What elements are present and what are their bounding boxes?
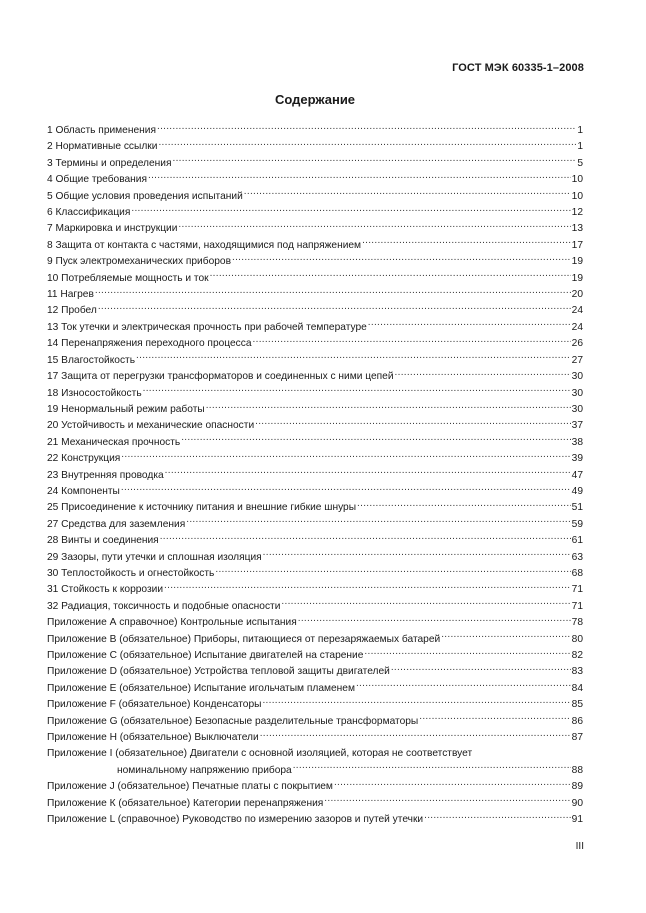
toc-entry-label: Приложение D (обязательное) Устройства тепловой защиты двигателей: [47, 666, 390, 678]
toc-entry[interactable]: [47, 812, 583, 828]
toc-entry-annex-i[interactable]: [47, 746, 583, 779]
toc-entry[interactable]: [47, 582, 583, 598]
toc-leader-dots: [324, 796, 570, 806]
toc-entry-label: Приложение Н (обязательное) Выключатели: [47, 732, 259, 744]
toc-leader-dots: [424, 812, 571, 822]
toc-entry-page: 24: [571, 321, 583, 333]
toc-entry-page: 83: [571, 666, 583, 678]
toc-entry[interactable]: [47, 156, 583, 172]
toc-entry-label: Приложение G (обязательное) Безопасные разделительные трансформаторы: [47, 715, 419, 727]
toc-entry-label: Приложение С (обязательное) Испытание двигателей на старение: [47, 650, 364, 661]
toc-entry[interactable]: [47, 271, 583, 287]
toc-entry-label: 22 Конструкция: [47, 453, 121, 465]
toc-entry[interactable]: [47, 714, 583, 730]
toc-leader-dots: [98, 303, 571, 313]
toc-entry-page: 51: [571, 502, 583, 514]
toc-entry-label: Приложение J (обязательное) Печатные платы с покрытием: [47, 781, 333, 793]
toc-entry[interactable]: [47, 287, 583, 303]
toc-entry[interactable]: [47, 468, 583, 484]
toc-entry[interactable]: [47, 730, 583, 746]
toc-leader-dots: [148, 172, 571, 182]
toc-entry-label: 11 Нагрев: [47, 289, 94, 301]
toc-leader-dots: [253, 336, 571, 346]
toc-leader-dots: [298, 615, 571, 625]
toc-leader-dots: [391, 664, 571, 674]
toc-leader-dots: [131, 205, 570, 215]
toc-entry-label: 15 Влагостойкость: [47, 354, 136, 366]
toc-entry-label: 28 Винты и соединения: [47, 535, 159, 547]
toc-entry-page: 26: [571, 338, 583, 350]
toc-entry-page: 30: [571, 403, 583, 415]
toc-entry-label: 1 Область применения: [47, 125, 156, 136]
toc-entry-label: 18 Износостойкость: [47, 387, 142, 399]
toc-entry-label: Приложение I (обязательное) Двигатели с основной изоляцией, которая не соответствует: [47, 748, 473, 760]
toc-leader-dots: [206, 402, 571, 412]
toc-entry-page: 19: [571, 272, 583, 284]
toc-entry[interactable]: [47, 484, 583, 500]
toc-entry-label: 19 Ненормальный режим работы: [47, 403, 205, 415]
toc-entry-label: 32 Радиация, токсичность и подобные опасности: [47, 600, 281, 612]
toc-entry[interactable]: [47, 254, 583, 270]
toc-entry-label: 6 Классификация: [47, 207, 131, 219]
toc-entry[interactable]: [47, 320, 583, 336]
toc-leader-dots: [210, 271, 571, 281]
toc-entry-label: 20 Устойчивость и механические опасности: [47, 420, 255, 432]
toc-leader-dots: [178, 221, 570, 231]
toc-entry[interactable]: [47, 172, 583, 188]
toc-entry-page: 12: [571, 207, 583, 219]
toc-entry[interactable]: [47, 796, 583, 812]
toc-entry[interactable]: [47, 697, 583, 713]
toc-entry-label: 24 Компоненты: [47, 485, 120, 497]
toc-entry-label: 2 Нормативные ссылки: [47, 141, 158, 153]
toc-entry-page: 30: [571, 387, 583, 399]
toc-entry[interactable]: [47, 779, 583, 795]
toc-entry-page: 30: [571, 371, 583, 383]
toc-leader-dots: [281, 599, 570, 609]
toc-entry-page: 85: [571, 699, 583, 711]
toc-entry[interactable]: [47, 451, 583, 467]
toc-entry-page: 89: [571, 781, 583, 793]
toc-leader-dots: [160, 533, 571, 543]
toc-entry-label: Приложение Е (обязательное) Испытание игольчатым пламенем: [47, 682, 355, 694]
toc-leader-dots: [362, 238, 571, 248]
toc-leader-dots: [157, 123, 576, 133]
toc-leader-dots: [165, 468, 571, 478]
toc-entry-page: 86: [571, 715, 583, 727]
toc-entry[interactable]: [47, 550, 583, 566]
toc-leader-dots: [334, 779, 571, 789]
toc-entry-page: 88: [571, 764, 583, 776]
toc-entry-label: Приложение В (обязательное) Приборы, питающиеся от перезаряжаемых батарей: [47, 633, 441, 645]
toc-entry-page: 49: [571, 485, 583, 497]
toc-entry[interactable]: [47, 386, 583, 402]
toc-entry-page: 68: [571, 567, 583, 579]
toc-entry[interactable]: [47, 205, 583, 221]
toc-entry[interactable]: [47, 189, 583, 205]
toc-entry[interactable]: [47, 353, 583, 369]
table-of-contents: [47, 123, 583, 828]
toc-entry-page: 39: [571, 453, 583, 465]
toc-leader-dots: [441, 632, 570, 642]
toc-leader-dots: [356, 681, 571, 691]
toc-entry-page: 10: [571, 174, 583, 186]
standard-code: ГОСТ МЭК 60335-1–2008: [452, 62, 584, 74]
toc-leader-dots: [136, 353, 571, 363]
toc-entry-label: 8 Защита от контакта с частями, находящимися под напряжением: [47, 239, 362, 251]
toc-entry[interactable]: [47, 303, 583, 319]
toc-entry-label: 12 Пробел: [47, 305, 97, 317]
toc-entry-page: 10: [571, 190, 583, 202]
toc-leader-dots: [164, 582, 571, 592]
toc-entry-page: 20: [571, 289, 583, 301]
toc-leader-dots: [364, 648, 570, 658]
toc-entry-label: 29 Зазоры, пути утечки и сплошная изоляция: [47, 551, 262, 563]
toc-leader-dots: [215, 566, 570, 576]
toc-leader-dots: [419, 714, 570, 724]
toc-entry-label: 31 Стойкость к коррозии: [47, 584, 164, 596]
toc-entry-page: 91: [571, 814, 583, 826]
toc-entry-label: 23 Внутренняя проводка: [47, 469, 164, 481]
toc-entry[interactable]: [47, 517, 583, 533]
toc-entry[interactable]: [47, 681, 583, 697]
toc-entry-page: 38: [571, 436, 583, 448]
toc-entry-page: 1: [577, 141, 583, 153]
toc-entry[interactable]: [47, 418, 583, 434]
toc-entry-label: 21 Механическая прочность: [47, 436, 181, 448]
toc-entry-page: 27: [571, 354, 583, 366]
toc-leader-dots: [121, 484, 571, 494]
toc-entry-page: 5: [577, 157, 583, 169]
page-number: III: [575, 841, 584, 852]
toc-leader-dots: [172, 156, 576, 166]
toc-entry-page: 61: [571, 535, 583, 547]
toc-entry-label: Приложение К (обязательное) Категории перенапряжения: [47, 797, 324, 809]
toc-entry-page: 1: [577, 125, 583, 136]
toc-entry-page: 19: [571, 256, 583, 268]
toc-entry-page: 17: [571, 239, 583, 251]
toc-entry[interactable]: [47, 500, 583, 516]
toc-entry[interactable]: [47, 632, 583, 648]
toc-entry-page: 47: [571, 469, 583, 481]
toc-entry-page: 71: [571, 600, 583, 612]
toc-entry-label: 27 Средства для заземления: [47, 518, 186, 530]
toc-entry[interactable]: [47, 648, 583, 664]
toc-leader-dots: [263, 550, 571, 560]
toc-entry-label-continued: номинальному напряжению прибора: [117, 764, 292, 776]
toc-leader-dots: [260, 730, 571, 740]
toc-entry[interactable]: [47, 369, 583, 385]
toc-entry[interactable]: [47, 435, 583, 451]
toc-leader-dots: [293, 763, 571, 773]
toc-entry-page: 87: [571, 732, 583, 744]
toc-entry[interactable]: [47, 615, 583, 631]
toc-entry[interactable]: [47, 566, 583, 582]
toc-leader-dots: [186, 517, 570, 527]
toc-leader-dots: [395, 369, 571, 379]
toc-entry-page: 24: [571, 305, 583, 317]
toc-entry-label: 10 Потребляемые мощность и ток: [47, 272, 209, 284]
toc-leader-dots: [255, 418, 571, 428]
toc-leader-dots: [368, 320, 571, 330]
toc-entry[interactable]: [47, 402, 583, 418]
toc-entry-label: 14 Перенапряжения переходного процесса: [47, 338, 252, 350]
toc-leader-dots: [181, 435, 570, 445]
toc-entry-page: 78: [571, 617, 583, 629]
toc-leader-dots: [121, 451, 570, 461]
toc-entry[interactable]: [47, 336, 583, 352]
toc-entry[interactable]: [47, 139, 583, 155]
toc-leader-dots: [158, 139, 576, 149]
toc-leader-dots: [262, 697, 570, 707]
toc-entry-label: Приложение L (справочное) Руководство по измерению зазоров и путей утечки: [47, 814, 424, 826]
toc-entry[interactable]: [47, 664, 583, 680]
toc-entry-page: 80: [571, 633, 583, 645]
toc-entry[interactable]: [47, 221, 583, 237]
toc-leader-dots: [244, 189, 571, 199]
toc-entry-label: Приложение F (обязательное) Конденсаторы: [47, 699, 262, 711]
toc-entry-page: 37: [571, 420, 583, 432]
toc-leader-dots: [357, 500, 571, 510]
toc-entry-label: 30 Теплостойкость и огнестойкость: [47, 567, 215, 579]
toc-entry-label: 17 Защита от перегрузки трансформаторов и соединенных с ними цепей: [47, 371, 394, 383]
toc-entry-page: 90: [571, 797, 583, 809]
toc-entry-label: 3 Термины и определения: [47, 157, 172, 169]
toc-leader-dots: [143, 386, 571, 396]
toc-leader-dots: [95, 287, 571, 297]
toc-entry-label: 7 Маркировка и инструкции: [47, 223, 178, 235]
toc-entry[interactable]: [47, 238, 583, 254]
toc-entry-label: Приложение А справочное) Контрольные испытания: [47, 617, 297, 629]
toc-entry[interactable]: [47, 599, 583, 615]
toc-entry-page: 63: [571, 551, 583, 563]
toc-entry-page: 59: [571, 518, 583, 530]
toc-entry[interactable]: [47, 123, 583, 139]
toc-entry-page: 13: [571, 223, 583, 235]
toc-leader-dots: [232, 254, 571, 264]
toc-entry-label: 9 Пуск электромеханических приборов: [47, 256, 231, 268]
toc-entry-label: 5 Общие условия проведения испытаний: [47, 190, 243, 202]
toc-entry-page: 82: [571, 650, 583, 661]
toc-entry-label: 25 Присоединение к источнику питания и внешние гибкие шнуры: [47, 502, 357, 514]
toc-entry-label: 4 Общие требования: [47, 174, 148, 186]
toc-entry-label: 13 Ток утечки и электрическая прочность при рабочей температуре: [47, 321, 367, 333]
toc-entry-page: 71: [571, 584, 583, 596]
toc-title: Содержание: [274, 92, 356, 107]
toc-entry[interactable]: [47, 533, 583, 549]
toc-entry-page: 84: [571, 682, 583, 694]
